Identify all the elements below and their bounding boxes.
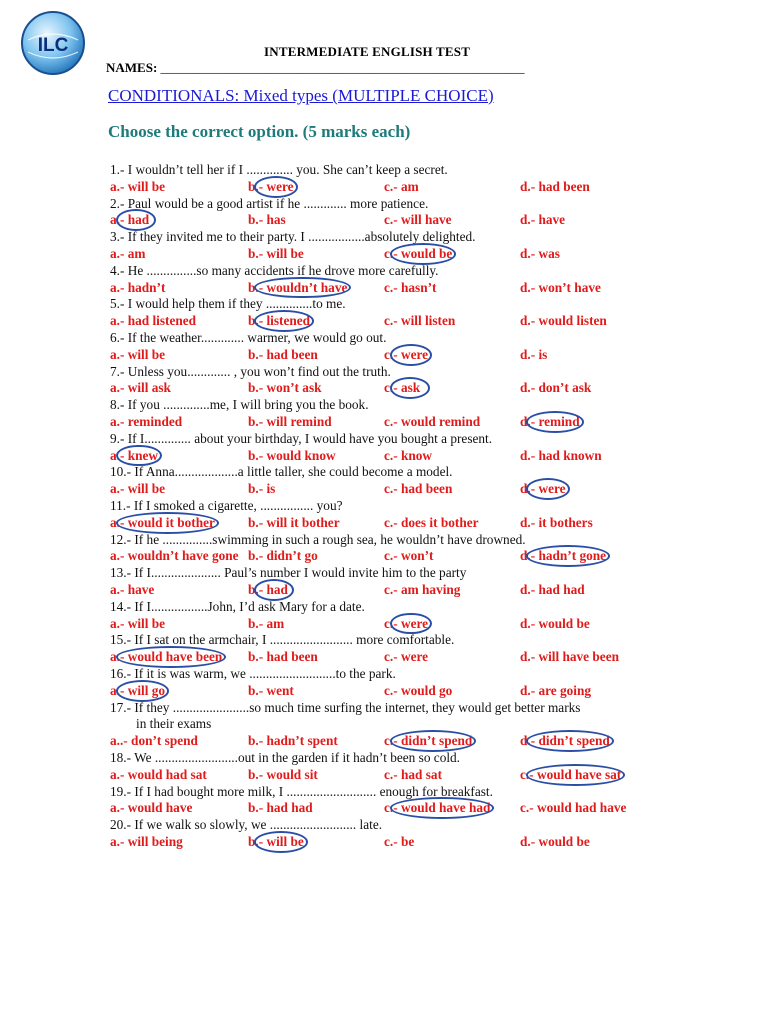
answer-option[interactable]: c.- hasn’t xyxy=(384,279,437,295)
question-text: 20.- If we walk so slowly, we .......................... late. xyxy=(110,817,383,833)
answer-option[interactable]: d.- it bothers xyxy=(520,514,593,530)
answer-option[interactable]: a.- would it bother xyxy=(110,514,215,530)
answer-option[interactable]: c.- would had have xyxy=(520,800,627,816)
answer-row xyxy=(0,649,768,666)
question-text: 5.- I would help them if they ..............to me. xyxy=(110,296,346,312)
answer-option[interactable]: d.- are going xyxy=(520,682,592,698)
answer-option[interactable]: a.- would had sat xyxy=(110,766,207,782)
question-text: 7.- Unless you............. , you won’t find out the truth. xyxy=(110,363,391,379)
answer-option[interactable]: d.- don’t ask xyxy=(520,380,592,396)
names-label: NAMES: xyxy=(106,60,158,75)
question-text: 10.- If Anna...................a little taller, she could become a model. xyxy=(110,464,453,480)
answer-row xyxy=(0,347,768,364)
question-text: 6.- If the weather............. warmer, we would go out. xyxy=(110,330,387,345)
answer-option[interactable]: a.- had listened xyxy=(110,313,197,329)
answer-option[interactable]: b.- is xyxy=(248,481,276,497)
answer-row xyxy=(0,767,768,784)
question-text: 12.- If he ...............swimming in such a rough sea, he wouldn’t have drowned. xyxy=(110,531,526,547)
answer-option[interactable]: d.- had had xyxy=(520,582,585,597)
answer-option[interactable]: a.- will ask xyxy=(110,380,171,396)
answer-option[interactable]: a.- would have xyxy=(110,800,193,816)
section-heading: CONDITIONALS: Mixed types (MULTIPLE CHOICE) xyxy=(108,86,494,105)
answer-row xyxy=(0,515,768,532)
answer-option[interactable]: d.- would listen xyxy=(520,313,607,329)
answer-option[interactable]: d.- were xyxy=(520,481,566,497)
answer-option[interactable]: c.- be xyxy=(384,834,415,849)
answer-row xyxy=(0,179,768,196)
answer-row xyxy=(0,481,768,498)
answer-option[interactable]: b.- will be xyxy=(248,834,304,849)
question-text: 9.- If I.............. about your birthday, I would have you bought a present. xyxy=(110,430,493,446)
question-text: 18.- We .........................out in the garden if it hadn’t been so cold. xyxy=(110,750,461,765)
answer-row xyxy=(0,414,768,431)
answer-option[interactable]: c.- will have xyxy=(384,212,452,228)
answer-option[interactable]: c.- am xyxy=(384,178,419,194)
answer-option[interactable]: b.- hadn’t spent xyxy=(248,733,338,749)
answer-option[interactable]: b.- didn’t go xyxy=(248,548,318,564)
instruction-text: Choose the correct option. (5 marks each) xyxy=(108,122,411,141)
answer-option[interactable]: c.- am having xyxy=(384,582,461,597)
answer-option[interactable]: c.- will listen xyxy=(384,313,456,329)
answer-option[interactable]: c.- would have had xyxy=(384,800,491,816)
answer-option[interactable]: a.- would have been xyxy=(110,649,223,665)
answer-option[interactable]: c.- ask xyxy=(384,380,421,396)
answer-row xyxy=(0,683,768,700)
answer-option[interactable]: a.- will be xyxy=(110,346,166,362)
question-text: 1.- I wouldn’t tell her if I .............. you. She can’t keep a secret. xyxy=(110,162,448,177)
test-title: INTERMEDIATE ENGLISH TEST xyxy=(264,44,471,59)
answer-option[interactable]: d.- had been xyxy=(520,178,590,194)
answer-option[interactable]: a.- reminded xyxy=(110,414,183,429)
answer-row xyxy=(0,582,768,599)
answer-option[interactable]: b.- has xyxy=(248,212,286,228)
answer-option[interactable]: b.- had had xyxy=(248,800,313,816)
answer-option[interactable]: b.- were xyxy=(248,178,294,194)
answer-option[interactable]: c.- would go xyxy=(384,682,453,698)
question-text: 4.- He ...............so many accidents if he drove more carefully. xyxy=(110,262,439,278)
answer-option[interactable]: b.- had been xyxy=(248,649,318,665)
answer-option[interactable]: a.- knew xyxy=(110,447,159,463)
answer-option[interactable]: a..- don’t spend xyxy=(110,733,198,749)
question-text: 17.- If they .......................so much time surfing the internet, they would get better marks xyxy=(110,699,581,715)
answer-row xyxy=(0,448,768,465)
answer-option[interactable]: b.- won’t ask xyxy=(248,380,322,396)
answer-option[interactable]: d.- was xyxy=(520,246,560,261)
logo-text: ILC xyxy=(37,35,69,56)
answer-option[interactable]: c.- were xyxy=(384,346,429,362)
question-text: 3.- If they invited me to their party. I .................absolutely delighted. xyxy=(110,229,476,245)
answer-option[interactable]: a.- am xyxy=(110,246,146,261)
answer-row xyxy=(0,834,768,851)
answer-row xyxy=(0,800,768,817)
answer-row xyxy=(0,246,768,263)
answer-option[interactable]: b.- had xyxy=(248,582,288,597)
answer-option[interactable]: d.- is xyxy=(520,346,548,362)
answer-option[interactable]: d.- remind xyxy=(520,414,580,429)
answer-option[interactable]: c.- were xyxy=(384,649,429,665)
answer-option[interactable]: d.- won’t have xyxy=(520,279,601,295)
answer-option[interactable]: b.- had been xyxy=(248,346,318,362)
answer-option[interactable]: d.- have xyxy=(520,212,566,228)
question-text: 19.- If I had bought more milk, I ........................... enough for breakfast. xyxy=(110,783,493,799)
names-blank[interactable]: ________________________________________________________ xyxy=(160,60,525,75)
answer-row xyxy=(0,733,768,750)
answer-option[interactable]: c.- had been xyxy=(384,481,453,497)
answer-option[interactable]: a.- will be xyxy=(110,615,166,631)
answer-option[interactable]: a.- had xyxy=(110,212,150,228)
question-text: 15.- If I sat on the armchair, I ......................... more comfortable. xyxy=(110,632,455,648)
question-text: 13.- If I..................... Paul’s number I would invite him to the party xyxy=(110,565,467,581)
answer-option[interactable]: b.- am xyxy=(248,615,285,631)
answer-option[interactable]: c.- would remind xyxy=(384,414,481,429)
question-text: 2.- Paul would be a good artist if he ............. more patience. xyxy=(110,195,429,211)
answer-option[interactable]: c.- had sat xyxy=(384,766,442,782)
answer-row xyxy=(0,313,768,330)
answer-option[interactable]: c.- would be xyxy=(384,246,453,261)
answer-option[interactable]: a.- will be xyxy=(110,481,166,497)
answer-option[interactable]: a.- wouldn’t have gone xyxy=(110,548,239,564)
answer-option[interactable]: b.- will remind xyxy=(248,414,332,429)
answer-row xyxy=(0,380,768,397)
question-text: 8.- If you ..............me, I will bring you the book. xyxy=(110,397,369,413)
question-text: 11.- If I smoked a cigarette, ................ you? xyxy=(110,498,343,513)
answer-option[interactable]: b.- would sit xyxy=(248,766,318,782)
answer-option[interactable]: a.- hadn’t xyxy=(110,279,166,295)
answer-option[interactable]: c.- would have sat xyxy=(520,766,622,782)
answer-option[interactable]: b.- wouldn’t have xyxy=(248,279,348,295)
answer-option[interactable]: d.- didn’t spend xyxy=(520,733,610,749)
answer-option[interactable]: b.- went xyxy=(248,682,294,698)
answer-row xyxy=(0,616,768,633)
question-text: 14.- If I.................John, I’d ask Mary for a date. xyxy=(110,598,365,614)
answer-option[interactable]: a.- have xyxy=(110,582,155,597)
answer-option[interactable]: b.- would know xyxy=(248,447,336,463)
answer-option[interactable]: a.- will be xyxy=(110,178,166,194)
answer-option[interactable]: c.- does it bother xyxy=(384,514,479,530)
answer-option[interactable]: b.- listened xyxy=(248,313,311,329)
answer-option[interactable]: b.- will it bother xyxy=(248,514,340,530)
answer-option[interactable]: d.- will have been xyxy=(520,649,619,665)
question-text: in their exams xyxy=(136,716,212,732)
answer-row xyxy=(0,548,768,565)
answer-option[interactable]: a.- will go xyxy=(110,682,166,698)
answer-option[interactable]: a.- will being xyxy=(110,834,183,849)
answer-option[interactable]: c.- didn’t spend xyxy=(384,733,473,749)
answer-option[interactable]: c.- know xyxy=(384,447,433,463)
answer-option[interactable]: d.- had known xyxy=(520,447,602,463)
answer-option[interactable]: c.- won’t xyxy=(384,548,434,564)
question-text: 16.- If it is was warm, we ..........................to the park. xyxy=(110,666,396,681)
answer-row xyxy=(0,212,768,229)
answer-option[interactable]: c.- were xyxy=(384,615,429,631)
answer-row xyxy=(0,280,768,297)
answer-option[interactable]: d.- hadn’t gone xyxy=(520,548,607,564)
answer-option[interactable]: b.- will be xyxy=(248,246,304,261)
answer-option[interactable]: d.- would be xyxy=(520,615,590,631)
answer-option[interactable]: d.- would be xyxy=(520,834,590,849)
